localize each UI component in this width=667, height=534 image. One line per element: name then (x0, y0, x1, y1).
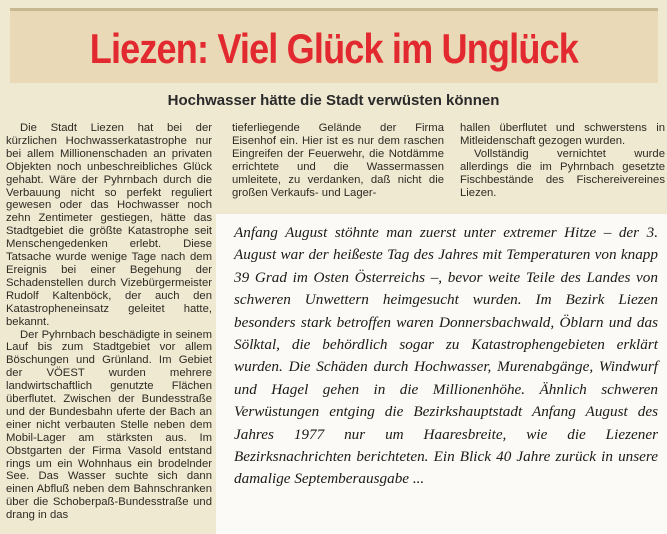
headline: Liezen: Viel Glück im Unglück (89, 25, 579, 72)
article-paragraph: Der Pyhrnbach beschädigte in seinem Lauf bis zum Stadtgebiet vor allem Böschungen und Grünland. Im Gebiet der VÖEST wurden mehrere landwirtschaftlich genutzte Flächen überflutet. Zwischen der Bundesstraße und der Bundesbahn uferte der Bach an einer nicht verbauten Stelle neben dem Mobil-Lager am stärksten aus. Im Obstgarten der Firma Vasold entstand rings um ein Wohnhaus ein brodelnder See. Das Wasser suchte sich dann einen Abfluß neben dem Bahnschranken über die Schoberpaß-Bundesstraße und drang in das (6, 328, 212, 522)
article-column-1 (6, 122, 212, 522)
article-paragraph: Vollständig vernichtet wurde allerdings die im Pyhrnbach gesetzte Fischbestände des Fischereivereines Liezen. (460, 147, 665, 199)
article-column-3 (460, 122, 665, 199)
article-paragraph: hallen überflutet und schwerstens in Mitleidenschaft gezogen wurden. (460, 122, 665, 147)
article-paragraph: tieferliegende Gelände der Firma Eisenhof ein. Hier ist es nur dem raschen Eingreifen der Feuerwehr, die Notdämme errichtete und die Wassermassen umleitete, zu verdanken, daß nicht die großen Verkaufs- und Lager- (232, 122, 444, 199)
article-column-2 (232, 122, 444, 199)
intro-text: Anfang August stöhnte man zuerst unter extremer Hitze – der 3. August war der heißeste Tag des Jahres mit Temperaturen von knapp 39 Grad im Osten Österreichs –, bevor weite Teile des Landes von schweren Unwettern heimgesucht wurden. Im Bezirk Liezen besonders stark betroffen waren Donnersbachwald, Öblarn und das Sölktal, die behördlich sogar zu Katastrophengebieten erklärt wurden. Die Schäden durch Hochwasser, Murenabgänge, Windwurf und Hagel gehen in die Millionenhöhe. Ähnlich schweren Verwüstungen entging die Bezirkshauptstadt Anfang August des Jahres 1977 nur um Haaresbreite, wie die Liezener Bezirksnachrichten berichteten. Ein Blick 40 Jahre zurück in unsere damalige Septemberausgabe ... (234, 224, 658, 488)
headline-band (10, 8, 658, 83)
article-paragraph: Die Stadt Liezen hat bei der kürzlichen Hochwasserkatastrophe nur bei allem Millionenschaden an privaten Objekten noch unbeschreibliches Glück gehabt. Wäre der Pyhrnbach durch die Verbauung nicht so perfekt reguliert gewesen oder das Hochwasser noch zehn Zentimeter gestiegen, hätte das Stadtgebiet die größte Katastrophe seit Menschengedenken erlebt. Diese Tatsache wurde wenige Tage nach dem Ereignis bei einer Begehung der Schadenstellen durch Vizebürgermeister Rudolf Kaltenböck, der auch den Katastropheneinsatz geleitet hatte, bekannt. (6, 122, 212, 328)
subheadline: Hochwasser hätte die Stadt verwüsten können (167, 92, 500, 109)
